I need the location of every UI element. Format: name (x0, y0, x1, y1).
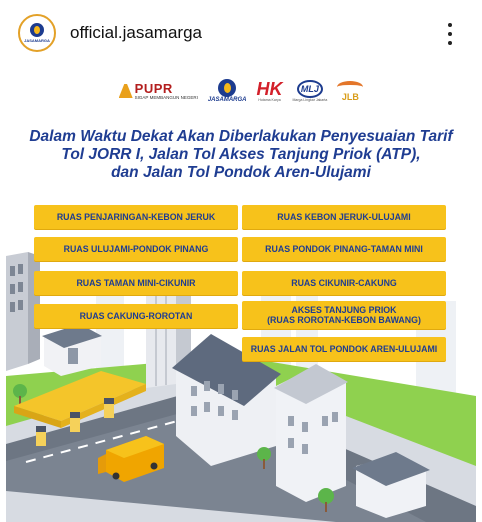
route-label: RUAS ULUJAMI-PONDOK PINANG (34, 237, 238, 261)
hutama-karya-logo (257, 80, 283, 102)
jasamarga-logo-icon (22, 18, 52, 48)
jlb-logo-text: JLB (341, 91, 359, 102)
hk-logo-sub: Hutama Karya (258, 98, 281, 102)
mlj-logo (293, 80, 328, 102)
jlb-logo (337, 81, 363, 102)
avatar-logo-text: JASAMARGA (24, 38, 50, 43)
headline-line-2: Tol JORR I, Jalan Tol Akses Tanjung Priok (ATP), (61, 146, 421, 163)
pupr-tagline: SIGAP MEMBANGUN NEGERI (134, 94, 198, 100)
route-label: RUAS CAKUNG-ROROTAN (34, 304, 238, 328)
partner-logos (6, 74, 476, 108)
headline-line-1: Dalam Waktu Dekat Akan Diberlakukan Penyesuaian Tarif (29, 128, 453, 145)
avatar[interactable] (18, 14, 56, 52)
route-label-line-2: (RUAS ROROTAN-KEBON BAWANG) (267, 315, 421, 325)
jasamarga-logo (208, 79, 247, 103)
route-label: RUAS CIKUNIR-CAKUNG (242, 271, 446, 295)
jasamarga-icon (218, 79, 236, 97)
route-label: RUAS KEBON JERUK-ULUJAMI (242, 205, 446, 229)
more-options-icon[interactable] (446, 23, 454, 45)
route-label: RUAS TAMAN MINI-CIKUNIR (34, 271, 238, 295)
headline-line-3: dan Jalan Tol Pondok Aren-Ulujami (111, 164, 371, 181)
route-label: RUAS JALAN TOL PONDOK AREN-ULUJAMI (242, 337, 446, 361)
pupr-icon (119, 84, 133, 98)
route-label: RUAS PENJARINGAN-KEBON JERUK (34, 205, 238, 229)
post-image[interactable] (6, 66, 476, 522)
hk-logo-text: HK (256, 79, 283, 99)
route-label-line-1: AKSES TANJUNG PRIOK (291, 305, 397, 315)
pupr-title: PUPR (134, 80, 173, 96)
account-name[interactable]: official.jasamarga (70, 23, 202, 42)
route-label: RUAS PONDOK PINANG-TAMAN MINI (242, 237, 446, 261)
headline (6, 128, 476, 182)
route-label-akses-tanjung-priok (242, 301, 446, 329)
jasamarga-logo-text: JASAMARGA (207, 97, 247, 103)
pupr-logo (119, 82, 198, 101)
mlj-logo-sub: Marga Lingkar Jakarta (292, 98, 328, 102)
jlb-swoosh-icon (337, 81, 363, 93)
mlj-logo-text: MLJ (297, 80, 323, 98)
post-header (0, 0, 482, 66)
